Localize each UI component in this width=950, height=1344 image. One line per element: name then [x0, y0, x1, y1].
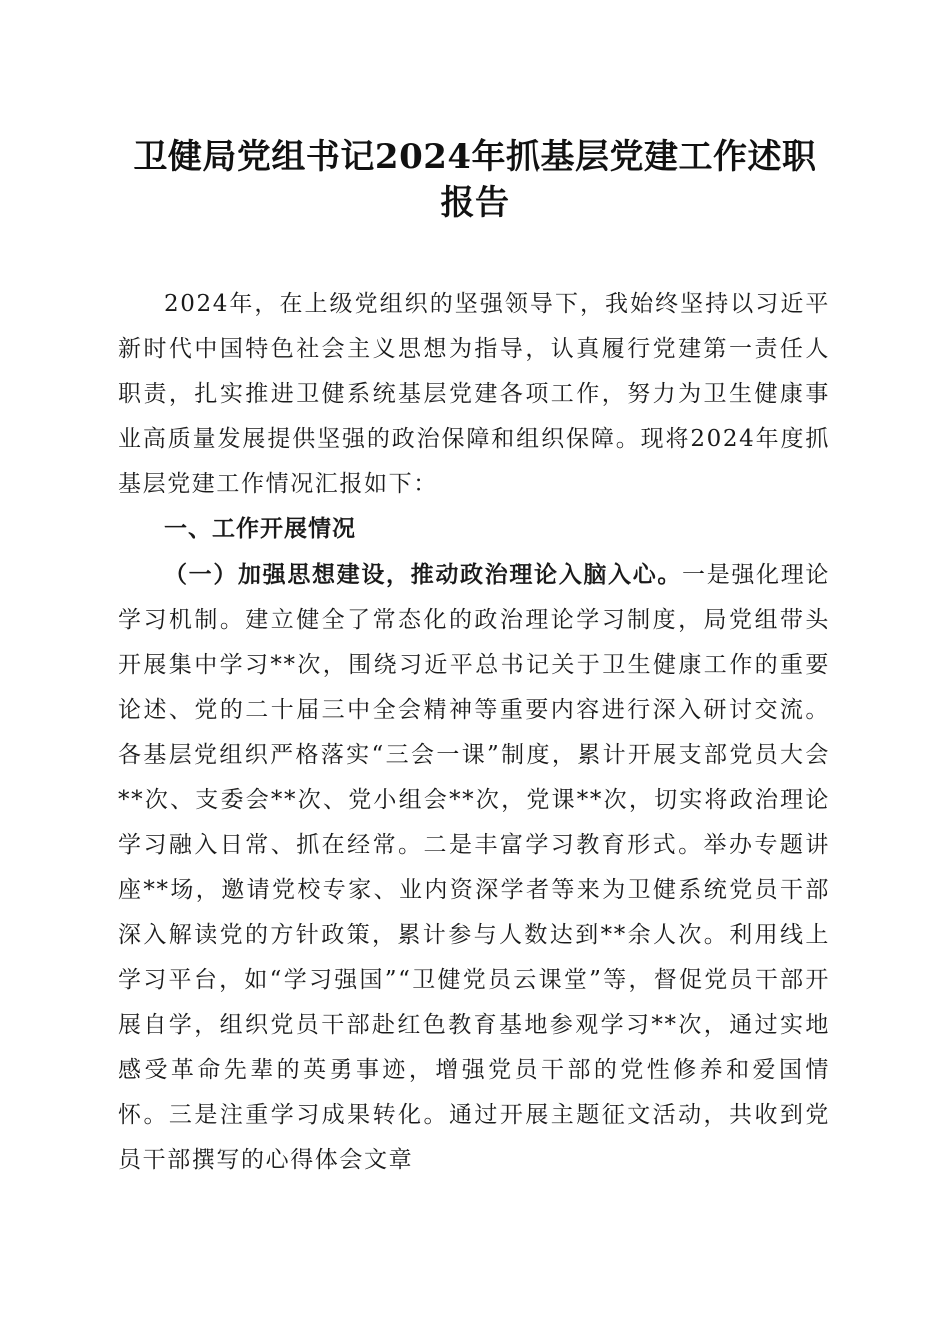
- subsection-body: 一是强化理论学习机制。建立健全了常态化的政治理论学习制度，局党组带头开展集中学习**次，围绕习近平总书记关于卫生健康工作的重要论述、党的二十届三中全会精神等重要内容进行深入研讨交流。各基层党组织严格落实“三会一课”制度，累计开展支部党员大会**次、支委会**次、党小组会**次，党课**次，切实将政治理论学习融入日常、抓在经常。二是丰富学习教育形式。举办专题讲座**场，邀请党校专家、业内资深学者等来为卫健系统党员干部深入解读党的方针政策，累计参与人数达到**余人次。利用线上学习平台，如“学习强国”“卫健党员云课堂”等，督促党员干部开展自学，组织党员干部赴红色教育基地参观学习**次，通过实地感受革命先辈的英勇事迹，增强党员干部的党性修养和爱国情怀。三是注重学习成果转化。通过开展主题征文活动，共收到党员干部撰写的心得体会文章: [118, 562, 830, 1173]
- section-heading: 一、工作开展情况: [164, 516, 356, 542]
- subsection-heading: （一）加强思想建设，推动政治理论入脑入心。: [164, 561, 683, 588]
- document-body: [118, 282, 830, 1183]
- document-title: 卫健局党组书记2024年抓基层党建工作述职报告: [133, 137, 817, 223]
- intro-paragraph: 2024年，在上级党组织的坚强领导下，我始终坚持以习近平新时代中国特色社会主义思想为指导，认真履行党建第一责任人职责，扎实推进卫健系统基层党建各项工作，努力为卫生健康事业高质量发展提供坚强的政治保障和组织保障。现将2024年度抓基层党建工作情况汇报如下：: [118, 291, 830, 497]
- subsection-paragraph: [118, 552, 830, 1183]
